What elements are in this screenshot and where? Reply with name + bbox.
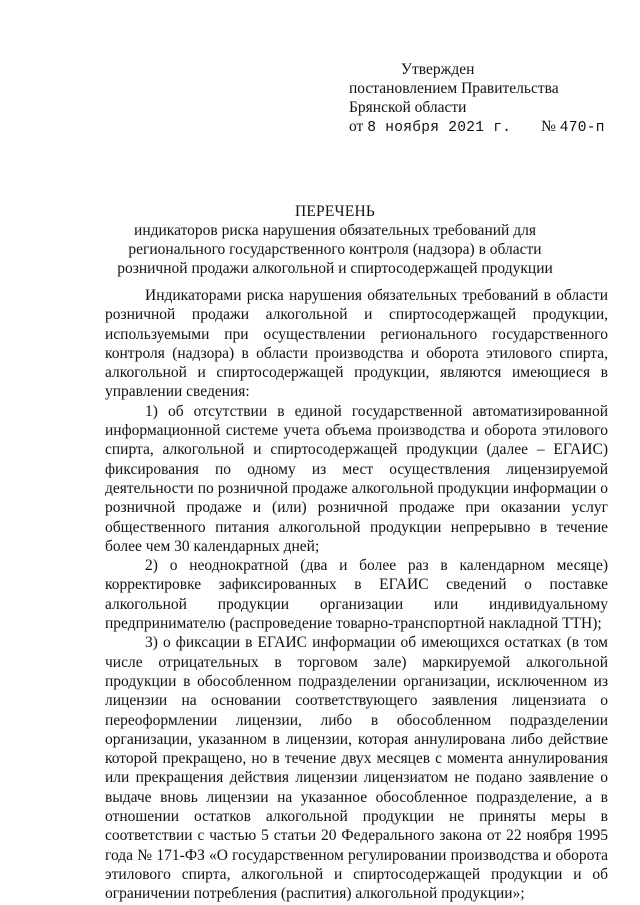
list-item-3: 3) о фиксации в ЕГАИС информации об имеющихся остатках (в том числе отрицательных в торговом зале) маркируемой алкогольной продукции в обособленном подразделении организации, исключенном из лицензии на основании соответствующего заявления лицензиата о переоформлении лицензии, либо в обособленном подразделении организации, указанном в лицензии, которая аннулирована либо действие которой прекращено, но в течение двух месяцев с момента аннулирования или прекращения действия лицензии лицензиатом не подано заявление о выдаче вновь лицензии на указанное обособленное подразделение, а в отношении остатков алкогольной продукции не приняты меры в соответствии с частью 5 статьи 20 Федерального закона от 22 ноября 1995 года № 171-ФЗ «О государственном регулировании производства и оборота этилового спирта, алкогольной и спиртосодержащей продукции и об ограничении потребления (распития) алкогольной продукции»; [105, 634, 608, 903]
approval-date-line [349, 117, 605, 138]
list-item-1: 1) об отсутствии в единой государственной автоматизированной информационной системе учета объема производства и оборота этилового спирта, алкогольной и спиртосодержащей продукции (далее – ЕГАИС) фиксирования по одному из мест осуществления лицензируемой деятельности по розничной продаже алкогольной продукции информации о розничной продаже и (или) розничной продаже при оказании услуг общественного питания алкогольной продукции непрерывно в течение более чем 30 календарных дней; [105, 402, 608, 555]
approval-stamp [349, 60, 605, 138]
title-subtitle: индикаторов риска нарушения обязательных требований для регионального государственного контроля (надзора) в области розничной продажи алкогольной и спиртосодержащей продукции [117, 222, 553, 277]
approval-authority: постановлением Правительства [349, 80, 559, 97]
approval-date: 8 ноября 2021 г. [367, 120, 512, 136]
title-heading: ПЕРЕЧЕНЬ [295, 203, 375, 220]
list-item-2: 2) о неоднократной (два и более раз в календарном месяце) корректировке зафиксированных в ЕГАИС сведений о поставке алкогольной продукции организации или индивидуальному предпринимателю (распроведение товарно-транспортной накладной ТТН); [105, 557, 608, 633]
approval-region: Брянской области [349, 99, 467, 116]
approval-number-label: № [541, 118, 556, 135]
approval-date-prefix: от [349, 118, 364, 135]
document-body [105, 286, 608, 904]
approval-number: 470-п [559, 120, 605, 136]
intro-paragraph: Индикаторами риска нарушения обязательных требований в области розничной продажи алкогольной и спиртосодержащей продукции, используемыми при осуществлении регионального государственного контроля (надзора) в области производства и оборота этилового спирта, алкогольной и спиртосодержащей продукции, являются имеющиеся в управлении сведения: [105, 287, 608, 401]
document-title [100, 202, 570, 278]
approval-label: Утвержден [401, 61, 475, 78]
